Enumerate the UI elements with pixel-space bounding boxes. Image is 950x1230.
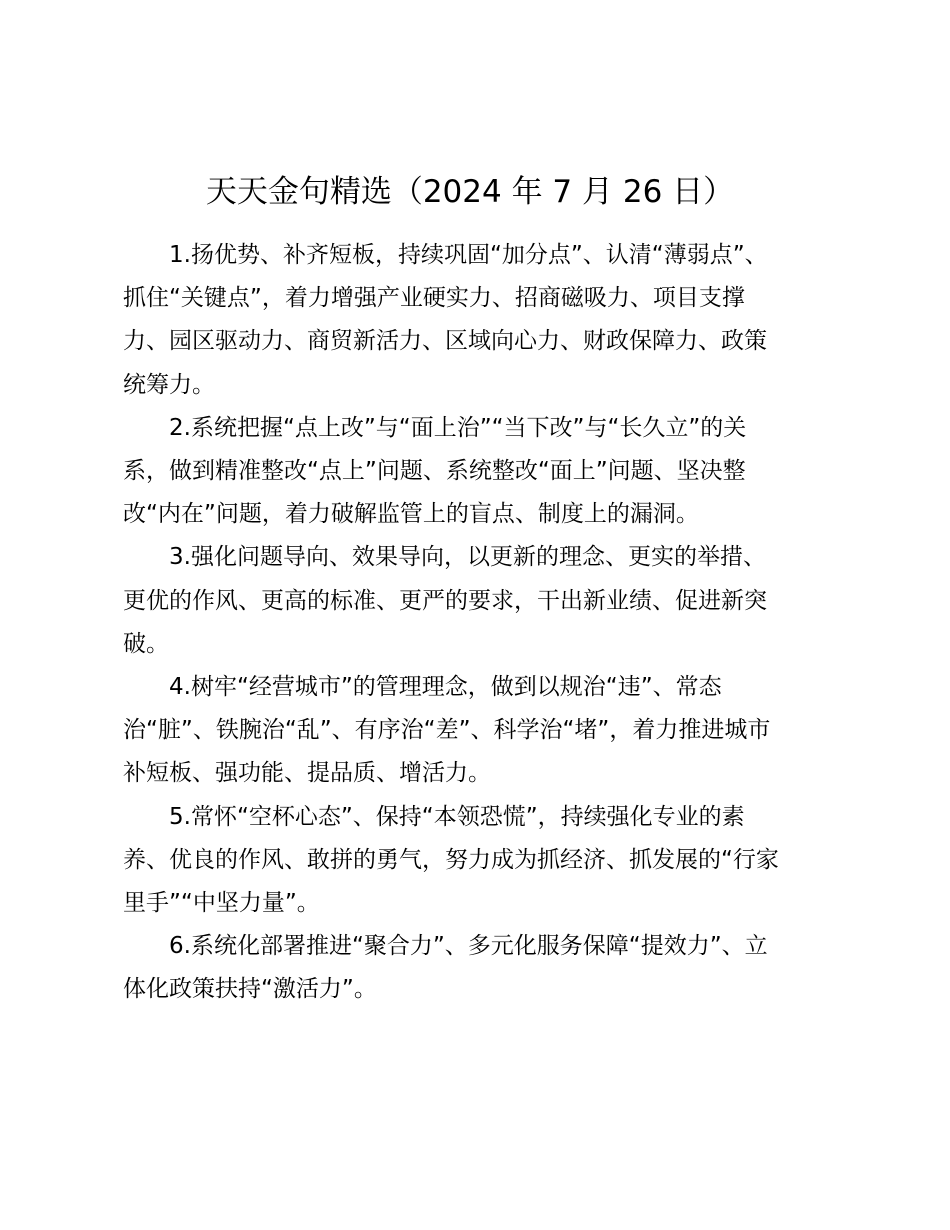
paragraph-line: 改“内在”问题，着力破解监管上的盲点、制度上的漏洞。	[123, 501, 699, 528]
paragraph-line: 里手”“中坚力量”。	[123, 890, 320, 917]
document-title: 天天金句精选（2024 年 7 月 26 日）	[205, 174, 735, 210]
paragraph-line: 治“脏”、铁腕治“乱”、有序治“差”、科学治“堵”，着力推进城市	[123, 717, 771, 744]
paragraph-line: 抓住“关键点”，着力增强产业硬实力、招商磁吸力、项目支撑	[123, 285, 745, 312]
paragraph-line: 破。	[123, 630, 169, 657]
paragraph-line: 统筹力。	[123, 371, 215, 398]
paragraph-5	[123, 796, 835, 926]
paragraph-4	[123, 666, 835, 796]
document-body	[123, 234, 835, 1012]
paragraph-line: 2.系统把握“点上改”与“面上治”“当下改”与“长久立”的关	[169, 414, 747, 441]
paragraph-line: 3.强化问题导向、效果导向，以更新的理念、更实的举措、	[169, 544, 766, 571]
paragraph-line: 4.树牢“经营城市”的管理理念，做到以规治“违”、常态	[169, 674, 722, 701]
paragraph-line: 1.扬优势、补齐短板，持续巩固“加分点”、认清“薄弱点”、	[169, 242, 768, 268]
paragraph-1	[123, 234, 835, 407]
paragraph-line: 补短板、强功能、提品质、增活力。	[123, 760, 491, 787]
paragraph-line: 养、优良的作风、敢拼的勇气，努力成为抓经济、抓发展的“行家	[123, 846, 779, 873]
paragraph-line: 系，做到精准整改“点上”问题、系统整改“面上”问题、坚决整	[123, 458, 746, 485]
paragraph-3	[123, 536, 835, 666]
paragraph-2	[123, 407, 835, 537]
paragraph-line: 5.常怀“空杯心态”、保持“本领恐慌”，持续强化专业的素	[169, 803, 745, 830]
paragraph-line: 体化政策扶持“激活力”。	[123, 976, 377, 1003]
paragraph-6	[123, 925, 835, 1011]
paragraph-line: 更优的作风、更高的标准、更严的要求，干出新业绩、促进新突	[123, 587, 767, 614]
paragraph-line: 力、园区驱动力、商贸新活力、区域向心力、财政保障力、政策	[123, 328, 767, 355]
paragraph-line: 6.系统化部署推进“聚合力”、多元化服务保障“提效力”、立	[169, 933, 768, 960]
